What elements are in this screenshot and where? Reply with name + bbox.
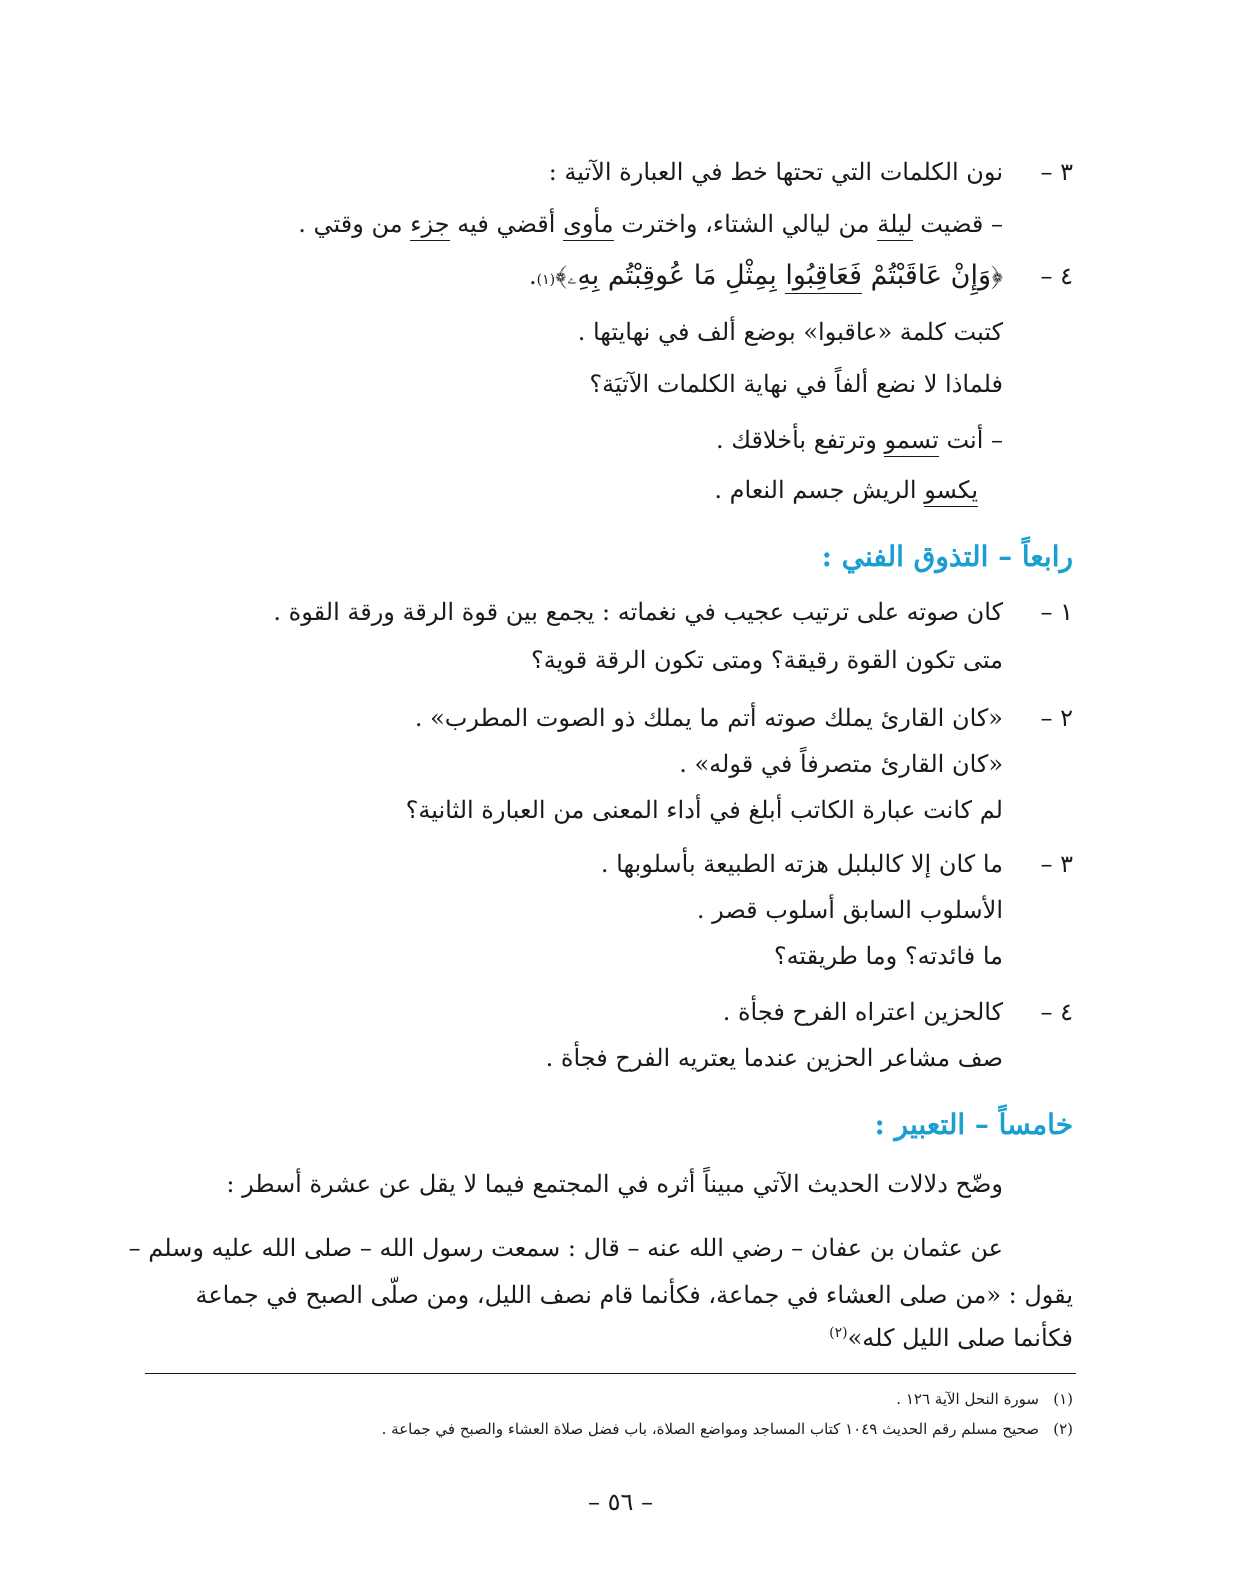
verse-end: .: [529, 262, 537, 290]
item-number: ١ –: [1040, 598, 1073, 626]
example-sentence: [298, 212, 1003, 236]
example-suffix: الريش جسم النعام .: [714, 476, 917, 504]
footnote-ref: (١): [536, 272, 556, 288]
underlined-word: فَعَاقِبُوا: [785, 260, 862, 294]
verse-part: ﴿وَإِنْ عَاقَبْتُمْ: [870, 260, 1003, 291]
item-text: «كان القارئ يملك صوته أتم ما يملك ذو الصوت المطرب» .: [414, 704, 1003, 732]
item-number: ٣ –: [1040, 158, 1073, 186]
underlined-word: ليلة: [877, 210, 912, 241]
underlined-word: تسمو: [884, 426, 938, 457]
footnote-1: [896, 1390, 1073, 1408]
item-subtext: لم كانت عبارة الكاتب أبلغ في أداء المعنى من العبارة الثانية؟: [405, 796, 1003, 824]
example-prefix: – قضيت: [920, 210, 1003, 238]
item-number: ٣ –: [1040, 850, 1073, 878]
writing-prompt: وضّح دلالات الحديث الآتي مبيناً أثره في المجتمع فيما لا يقل عن عشرة أسطر :: [226, 1170, 1003, 1198]
underlined-word: جزء: [410, 210, 449, 241]
item-subtext: ما فائدته؟ وما طريقته؟: [773, 942, 1003, 970]
example-prefix: – أنت: [946, 426, 1003, 454]
hadith-text: عن عثمان بن عفان – رضي الله عنه – قال : سمعت رسول الله – صلى الله عليه وسلم –: [128, 1234, 1003, 1262]
example-text: أقضي فيه: [457, 210, 556, 238]
footnote-number: (١): [1053, 1390, 1073, 1408]
item-number: ٤ –: [1040, 262, 1073, 290]
example-text: من ليالي الشتاء، واخترت: [621, 210, 870, 238]
example-sentence: [716, 428, 1003, 452]
section-heading: رابعاً – التذوق الفني :: [821, 540, 1073, 573]
hadith-end: فكأنما صلى الليل كله»: [847, 1324, 1073, 1352]
item-subtext: متى تكون القوة رقيقة؟ ومتى تكون الرقة قوية؟: [531, 646, 1003, 674]
footnote-ref: (٢): [829, 1325, 848, 1341]
example-suffix: من وقتي .: [298, 210, 403, 238]
text-line: فلماذا لا نضع ألفاً في نهاية الكلمات الآتيَة؟: [589, 370, 1003, 398]
item-subtext: الأسلوب السابق أسلوب قصر .: [696, 896, 1003, 924]
item-number: ٢ –: [1040, 704, 1073, 732]
item-text: ما كان إلا كالبلبل هزته الطبيعة بأسلوبها .: [600, 850, 1003, 878]
item-subtext: صف مشاعر الحزين عندما يعتريه الفرح فجأة .: [545, 1044, 1003, 1072]
hadith-text: [829, 1326, 1073, 1350]
taste-item-3: [601, 852, 1073, 876]
taste-item-4: [723, 1000, 1073, 1024]
hadith-text: يقول : «من صلى العشاء في جماعة، فكأنما قام نصف الليل، ومن صلّى الصبح في جماعة: [195, 1281, 1073, 1309]
verse-part: بِمِثْلِ مَا عُوقِبْتُم بِهِۦ﴾: [555, 260, 777, 291]
footnote-text: صحيح مسلم رقم الحديث ١٠٤٩ كتاب المساجد ومواضع الصلاة، باب فضل صلاة العشاء والصبح في جماعة .: [381, 1420, 1039, 1438]
item-text: نون الكلمات التي تحتها خط في العبارة الآتية :: [548, 158, 1003, 186]
example-suffix: وترتفع بأخلاقك .: [715, 426, 877, 454]
footnote-divider: [145, 1373, 1076, 1374]
item-number: ٤ –: [1040, 998, 1073, 1026]
footnote-number: (٢): [1053, 1420, 1073, 1438]
quran-verse: [555, 262, 1003, 289]
item-text: كالحزين اعتراه الفرح فجأة .: [722, 998, 1003, 1026]
exercise-3: [549, 160, 1073, 184]
footnote-text: سورة النحل الآية ١٢٦ .: [896, 1390, 1039, 1408]
item-text: كان صوته على ترتيب عجيب في نغماته : يجمع بين قوة الرقة ورقة القوة .: [273, 598, 1003, 626]
underlined-word: يكسو: [924, 476, 978, 507]
example-sentence: [714, 478, 978, 502]
taste-item-1: [273, 600, 1073, 624]
text-line: كتبت كلمة «عاقبوا» بوضع ألف في نهايتها .: [577, 318, 1003, 346]
underlined-word: مأوى: [563, 210, 614, 241]
taste-item-2: [415, 706, 1073, 730]
page-number: – ٥٦ –: [587, 1488, 654, 1516]
footnote-2: [382, 1420, 1073, 1438]
section-heading: خامساً – التعبير :: [874, 1108, 1073, 1141]
exercise-4: [529, 262, 1073, 289]
item-subtext: «كان القارئ متصرفاً في قوله» .: [679, 750, 1003, 778]
